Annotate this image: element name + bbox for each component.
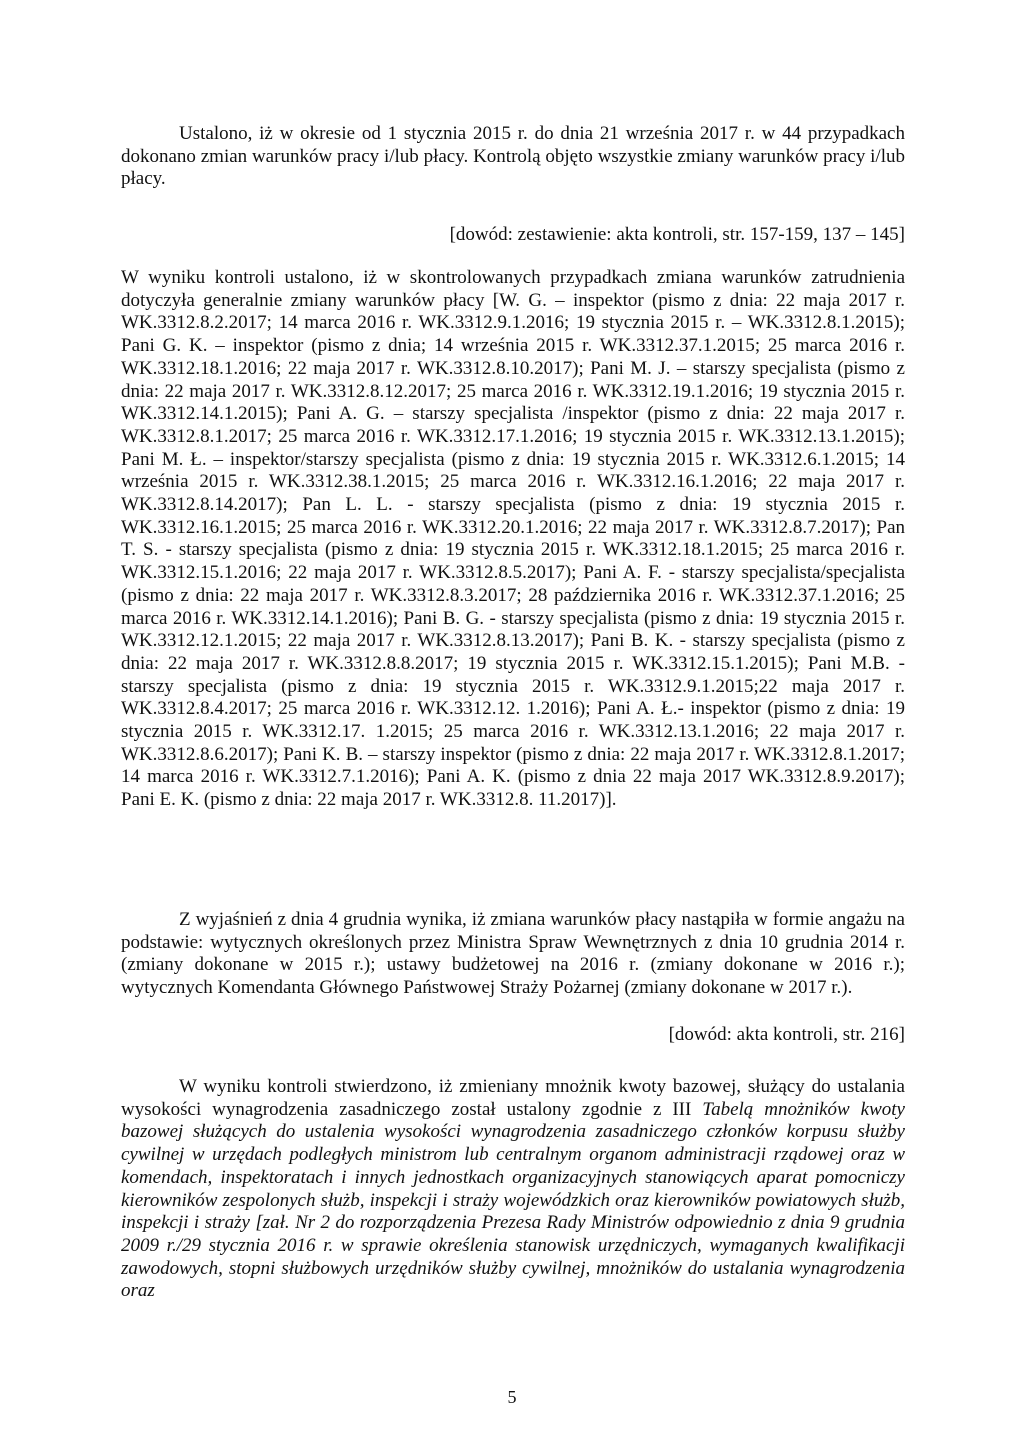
evidence-reference-2: [dowód: akta kontroli, str. 216] [668,1024,905,1045]
page-number: 5 [507,1387,517,1407]
regulation-citation: Tabelą mnożników kwoty bazowej służących do ustalenia wysokości wynagrodzenia zasadniczego członków korpusu służby cywilnej w urzędach podległych ministrom lub centralnym organom administracji rządowej oraz w komendach, inspektoratach i innych jednostkach organizacyjnych stanowiących aparat pomocniczy kierowników zespolonych służb, inspekcji i straży wojewódzkich oraz kierowników powiatowych służb, inspekcji i straży [zał. Nr 2 do rozporządzenia Prezesa Rady Ministrów odpowiednio z dnia 9 grudnia 2009 r./29 stycznia 2016 r. w sprawie określenia stanowisk urzędniczych, wymaganych kwalifikacji zawodowych, stopni służbowych urzędników służby cywilnej, mnożników do ustalania wynagrodzenia oraz [121,1098,905,1302]
evidence-reference-1: [dowód: zestawienie: akta kontroli, str. 157-159, 137 – 145] [449,224,905,245]
paragraph-findings: W wyniku kontroli ustalono, iż w skontrolowanych przypadkach zmiana warunków zatrudnienia dotyczyła generalnie zmiany warunków płacy [W. G. – inspektor (pismo z dnia: 22 maja 2017 r. WK.3312.8.2.2017; 14 marca 2016 r. WK.3312.9.1.2016; 19 stycznia 2015 r. – WK.3312.8.1.2015); Pani G. K. – inspektor (pismo z dnia; 14 września 2015 r. WK.3312.37.1.2015; 25 marca 2016 r. WK.3312.18.1.2016; 22 maja 2017 r. WK.3312.8.10.2017); Pani M. J. – starszy specjalista (pismo z dnia: 22 maja 2017 r. WK.3312.8.12.2017; 25 marca 2016 r. WK.3312.19.1.2016; 19 stycznia 2015 r. WK.3312.14.1.2015); Pani A. G. – starszy specjalista /inspektor (pismo z dnia: 22 maja 2017 r. WK.3312.8.1.2017; 25 marca 2016 r. WK.3312.17.1.2016; 19 stycznia 2015 r. WK.3312.13.1.2015); Pani M. Ł. – inspektor/starszy specjalista (pismo z dnia: 19 stycznia 2015 r. WK.3312.6.1.2015; 14 września 2015 r. WK.3312.38.1.2015; 25 marca 2016 r. WK.3312.16.1.2016; 22 maja 2017 r. WK.3312.8.14.2017); Pan L. L. - starszy specjalista (pismo z dnia: 19 stycznia 2015 r. WK.3312.16.1.2015; 25 marca 2016 r. WK.3312.20.1.2016; 22 maja 2017 r. WK.3312.8.7.2017); Pan T. S. - starszy specjalista (pismo z dnia: 19 stycznia 2015 r. WK.3312.18.1.2015; 25 marca 2016 r. WK.3312.15.1.2016; 22 maja 2017 r. WK.3312.8.5.2017); Pani A. F. - starszy specjalista/specjalista (pismo z dnia: 22 maja 2017 r. WK.3312.8.3.2017; 28 października 2016 r. WK.3312.37.1.2016; 25 marca 2016 r. WK.3312.14.1.2016); Pani B. G. - starszy specjalista (pismo z dnia: 19 stycznia 2015 r. WK.3312.12.1.2015; 22 maja 2017 r. WK.3312.8.13.2017); Pani B. K. - starszy specjalista (pismo z dnia: 22 maja 2017 r. WK.3312.8.8.2017; 19 stycznia 2015 r. WK.3312.15.1.2015); Pani M.B. - starszy specjalista (pismo z dnia: 19 stycznia 2015 r. WK.3312.9.1.2015;22 maja 2017 r. WK.3312.8.4.2017; 25 marca 2016 r. WK.3312.12. 1.2016); Pani A. Ł.- inspektor (pismo z dnia: 19 stycznia 2015 r. WK.3312.17. 1.2015; 25 marca 2016 r. WK.3312.13.1.2016; 22 maja 2017 r. WK.3312.8.6.2017); Pani K. B. – starszy inspektor (pismo z dnia: 22 maja 2017 r. WK.3312.8.1.2017; 14 marca 2016 r. WK.3312.7.1.2016); Pani A. K. (pismo z dnia 22 maja 2017 WK.3312.8.9.2017); Pani E. K. (pismo z dnia: 22 maja 2017 r. WK.3312.8. 11.2017)]. [121,267,905,811]
paragraph-multiplier [121,1076,905,1303]
paragraph-explanations: Z wyjaśnień z dnia 4 grudnia wynika, iż zmiana warunków płacy nastąpiła w formie angażu na podstawie: wytycznych określonych przez Ministra Spraw Wewnętrznych z dnia 10 grudnia 2014 r. (zmiany dokonane w 2015 r.); ustawy budżetowej na 2016 r. (zmiany dokonane w 2016 r.); wytycznych Komendanta Głównego Państwowej Straży Pożarnej (zmiany dokonane w 2017 r.). [121,909,905,999]
paragraph-scope: Ustalono, iż w okresie od 1 stycznia 2015 r. do dnia 21 września 2017 r. w 44 przypadkach dokonano zmian warunków pracy i/lub płacy. Kontrolą objęto wszystkie zmiany warunków pracy i/lub płacy. [121,123,905,190]
paragraph-multiplier-text: W wyniku kontroli stwierdzono, iż zmieniany mnożnik kwoty bazowej, służący do ustalania wysokości wynagrodzenia zasadniczego został ustalony zgodnie z III [121,1076,905,1120]
